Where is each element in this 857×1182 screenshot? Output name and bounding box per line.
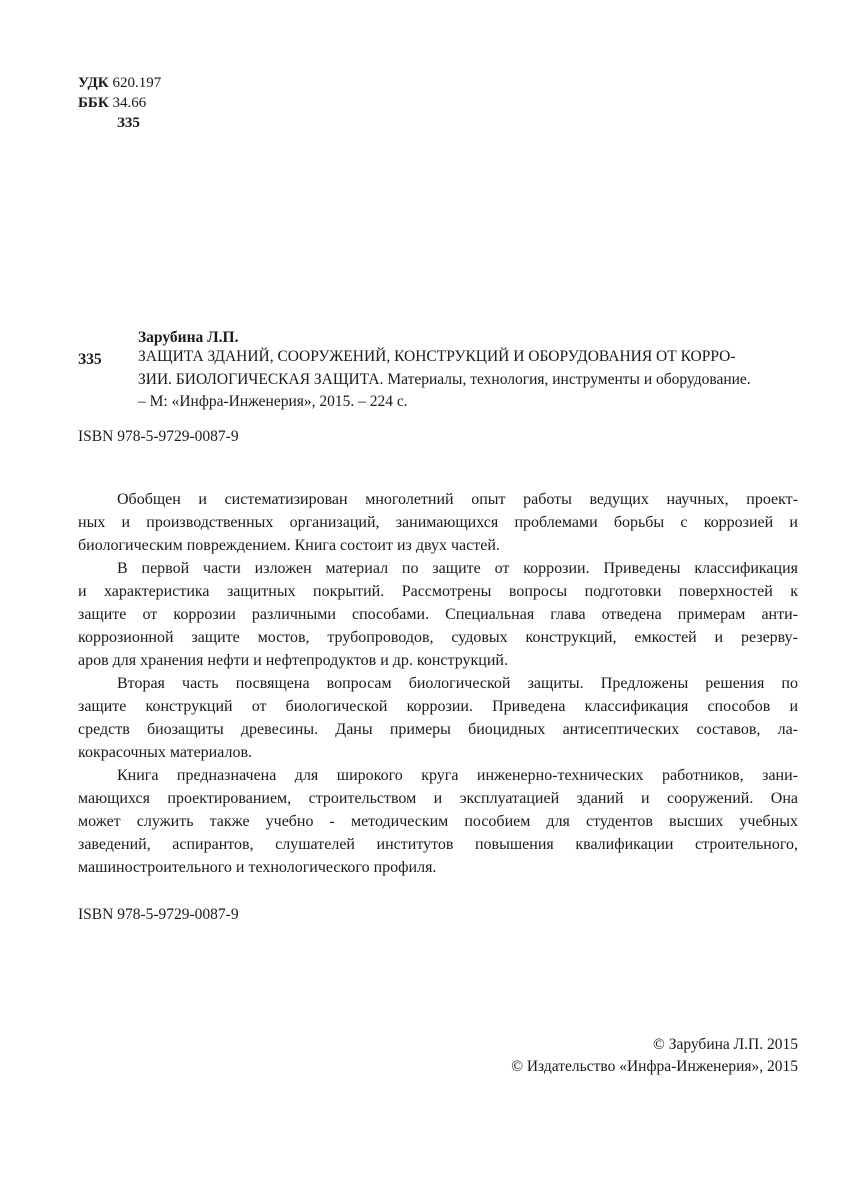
abstract-line: машиностроительного и технологического профиля.	[78, 859, 437, 876]
abstract-line: В первой части изложен материал по защите от коррозии. Приведены классификация	[117, 560, 798, 577]
biblio-line: – М: «Инфра-Инженерия», 2015. – 224 с.	[138, 393, 408, 410]
isbn-bottom: ISBN 978-5-9729-0087-9	[78, 906, 239, 923]
bibliographic-description	[138, 346, 798, 414]
abstract	[78, 488, 798, 879]
abstract-line: Вторая часть посвящена вопросам биологической защиты. Предложены решения по	[117, 675, 798, 692]
copyright-author: © Зарубина Л.П. 2015	[653, 1036, 798, 1053]
udk-value: 620.197	[112, 75, 162, 91]
abstract-line: биологическим повреждением. Книга состоит из двух частей.	[78, 537, 500, 554]
abstract-line: Книга предназначена для широкого круга инженерно-технических работников, зани-	[117, 767, 798, 784]
bbk-label: ББК	[78, 95, 109, 111]
abstract-line: Обобщен и систематизирован многолетний опыт работы ведущих научных, проект-	[117, 491, 798, 508]
isbn-top: ISBN 978-5-9729-0087-9	[78, 428, 239, 445]
abstract-line: может служить также учебно - методическим пособием для студентов высших учебных	[78, 813, 798, 830]
abstract-line: аров для хранения нефти и нефтепродуктов и др. конструкций.	[78, 652, 508, 669]
abstract-line: коррозионной защите мостов, трубопроводов, судовых конструкций, емкостей и резерву-	[78, 629, 798, 646]
abstract-line: мающихся проектированием, строительством и эксплуатацией зданий и сооружений. Она	[78, 790, 798, 807]
udk-line	[78, 74, 161, 93]
bbk-value: 34.66	[112, 95, 147, 111]
biblio-line: ЗАЩИТА ЗДАНИЙ, СООРУЖЕНИЙ, КОНСТРУКЦИЙ И ОБОРУДОВАНИЯ ОТ КОРРО-	[138, 348, 736, 365]
abstract-line: ных и производственных организаций, занимающихся проблемами борьбы с коррозией и	[78, 514, 798, 531]
author-code-side: З35	[78, 351, 102, 368]
author-code-top: З35	[117, 115, 140, 131]
abstract-line: средств биозащиты древесины. Даны примеры биоцидных антисептических составов, ла-	[78, 721, 798, 738]
bbk-line	[78, 94, 146, 113]
biblio-line: ЗИИ. БИОЛОГИЧЕСКАЯ ЗАЩИТА. Материалы, технология, инструменты и оборудование.	[138, 370, 751, 388]
copyright-publisher: © Издательство «Инфра-Инженерия», 2015	[511, 1058, 798, 1075]
udk-label: УДК	[78, 75, 109, 91]
copyright-block	[511, 1034, 798, 1078]
abstract-line: и характеристика защитных покрытий. Рассмотрены вопросы подготовки поверхностей к	[78, 583, 798, 600]
author-name: Зарубина Л.П.	[138, 329, 239, 346]
abstract-line: кокрасочных материалов.	[78, 744, 253, 761]
abstract-line: защите от коррозии различными способами. Специальная глава отведена примерам анти-	[78, 606, 798, 623]
abstract-line: защите конструкций от биологической коррозии. Приведена классификация способов и	[78, 698, 798, 715]
abstract-line: заведений, аспирантов, слушателей институтов повышения квалификации строительного,	[78, 836, 798, 853]
